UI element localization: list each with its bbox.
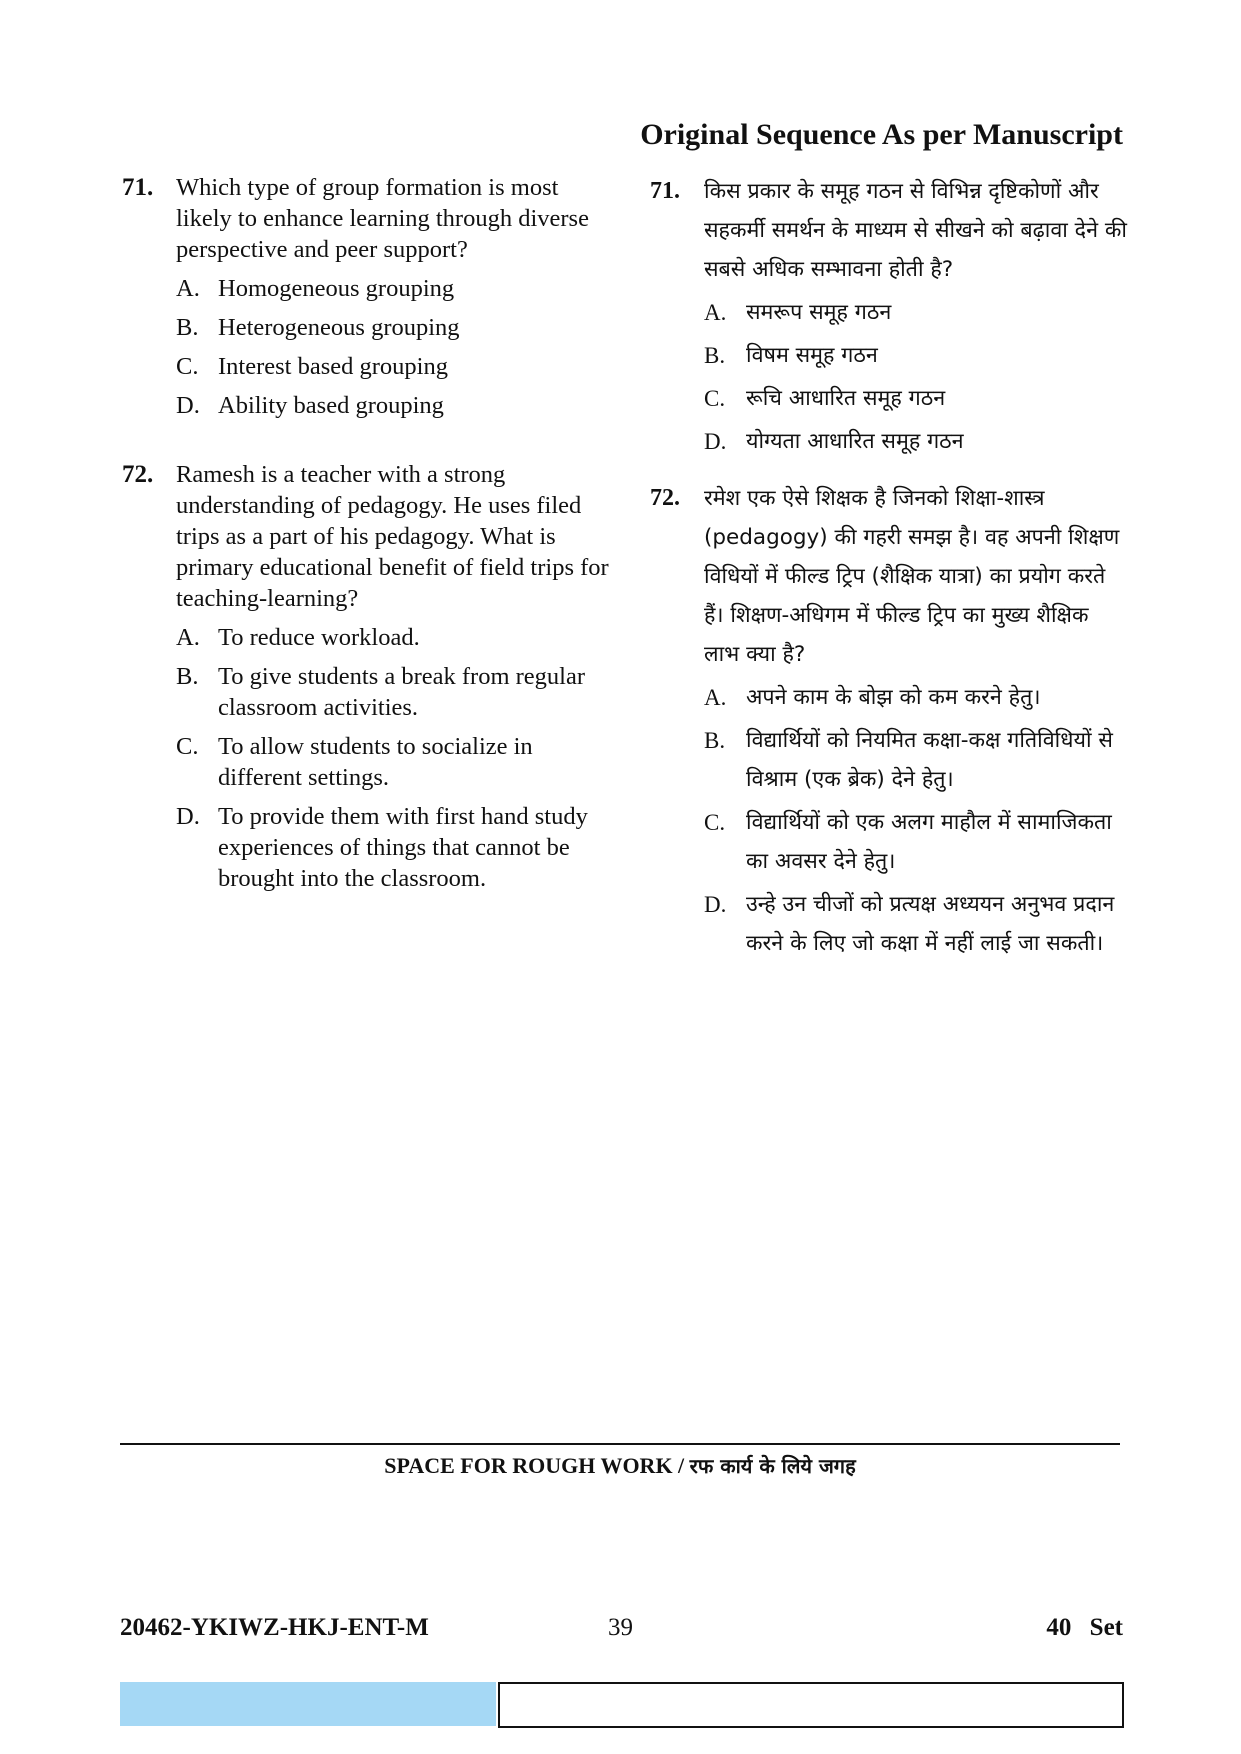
- option-a: [176, 273, 610, 304]
- set-number: 40 Set: [1046, 1614, 1123, 1641]
- option-d: [704, 885, 1130, 963]
- option-d: [704, 422, 1130, 461]
- option-letter: B.: [176, 663, 199, 690]
- question-71-en: [122, 172, 610, 421]
- option-text: विद्यार्थियों को नियमित कक्षा-कक्ष गतिविधियों से विश्राम (एक ब्रेक) देने हेतु।: [746, 728, 1113, 792]
- option-letter: B.: [176, 314, 199, 341]
- question-number: 71.: [122, 174, 154, 201]
- option-text: Ability based grouping: [218, 392, 444, 419]
- question-text: Ramesh is a teacher with a strong understanding of pedagogy. He uses filed trips as a part of his pedagogy. What is primary educational benefit of field trips for teaching-learning?: [176, 461, 609, 612]
- option-letter: A.: [704, 300, 727, 325]
- option-b: [176, 661, 610, 723]
- option-text: Heterogeneous grouping: [218, 314, 460, 341]
- footer-empty-box: [498, 1682, 1124, 1728]
- option-c: [176, 731, 610, 793]
- question-number: 71.: [650, 178, 680, 204]
- option-b: [704, 336, 1130, 375]
- footer-color-bar: [120, 1682, 496, 1726]
- option-letter: C.: [704, 386, 726, 411]
- option-letter: D.: [704, 892, 727, 917]
- option-letter: C.: [704, 810, 726, 835]
- option-text: अपने काम के बोझ को कम करने हेतु।: [746, 685, 1041, 710]
- options-list: [176, 273, 610, 421]
- question-number: 72.: [650, 485, 680, 511]
- option-letter: A.: [704, 685, 727, 710]
- option-letter: D.: [704, 429, 727, 454]
- option-a: [176, 622, 610, 653]
- page-number: 39: [608, 1614, 633, 1641]
- rough-work-english: SPACE FOR ROUGH WORK /: [384, 1453, 690, 1478]
- option-d: [176, 390, 610, 421]
- hindi-column: [650, 172, 1130, 963]
- option-letter: B.: [704, 728, 726, 753]
- option-text: To provide them with first hand study experiences of things that cannot be brought into the classroom.: [218, 803, 588, 892]
- option-text: To reduce workload.: [218, 624, 420, 651]
- option-text: योग्यता आधारित समूह गठन: [746, 429, 964, 454]
- option-a: [704, 678, 1130, 717]
- question-text: किस प्रकार के समूह गठन से विभिन्न दृष्टिकोणों और सहकर्मी समर्थन के माध्यम से सीखने को बढ़ावा देने की सबसे अधिक सम्भावना होती है?: [704, 179, 1127, 282]
- paper-code: 20462-YKIWZ-HKJ-ENT-M: [120, 1614, 429, 1641]
- option-letter: D.: [176, 803, 200, 830]
- option-a: [704, 293, 1130, 332]
- options-list: [704, 678, 1130, 963]
- option-letter: C.: [176, 353, 199, 380]
- option-letter: D.: [176, 392, 200, 419]
- question-number: 72.: [122, 461, 154, 488]
- option-text: विषम समूह गठन: [746, 343, 878, 368]
- rough-work-hindi: रफ कार्य के लिये जगह: [689, 1454, 856, 1478]
- options-list: [176, 622, 610, 894]
- option-text: Homogeneous grouping: [218, 275, 455, 302]
- rough-work-divider: [120, 1443, 1120, 1445]
- option-text: To allow students to socialize in different settings.: [218, 733, 533, 791]
- option-text: To give students a break from regular classroom activities.: [218, 663, 586, 721]
- option-text: विद्यार्थियों को एक अलग माहौल में सामाजिकता का अवसर देने हेतु।: [746, 810, 1112, 874]
- option-text: Interest based grouping: [218, 353, 448, 380]
- option-c: [176, 351, 610, 382]
- question-72-en: [122, 459, 610, 894]
- options-list: [704, 293, 1130, 461]
- option-letter: A.: [176, 275, 200, 302]
- option-c: [704, 379, 1130, 418]
- option-letter: A.: [176, 624, 200, 651]
- option-b: [704, 721, 1130, 799]
- english-column: [122, 172, 610, 894]
- option-c: [704, 803, 1130, 881]
- option-text: उन्हे उन चीजों को प्रत्यक्ष अध्ययन अनुभव प्रदान करने के लिए जो कक्षा में नहीं लाई जा सकती।: [746, 892, 1115, 956]
- page-title: Original Sequence As per Manuscript: [640, 118, 1123, 151]
- option-d: [176, 801, 610, 894]
- option-letter: B.: [704, 343, 726, 368]
- option-text: समरूप समूह गठन: [746, 300, 892, 325]
- option-letter: C.: [176, 733, 199, 760]
- question-text: रमेश एक ऐसे शिक्षक है जिनको शिक्षा-शास्त्र (pedagogy) की गहरी समझ है। वह अपनी शिक्षण विधियों में फील्ड ट्रिप (शैक्षिक यात्रा) का प्रयोग करते हैं। शिक्षण-अधिगम में फील्ड ट्रिप का मुख्य शैक्षिक लाभ क्या है?: [704, 486, 1120, 667]
- rough-work-label: [120, 1452, 1120, 1479]
- option-b: [176, 312, 610, 343]
- option-text: रूचि आधारित समूह गठन: [746, 386, 946, 411]
- question-72-hi: [650, 479, 1130, 963]
- question-71-hi: [650, 172, 1130, 461]
- question-text: Which type of group formation is most likely to enhance learning through diverse perspective and peer support?: [176, 174, 589, 263]
